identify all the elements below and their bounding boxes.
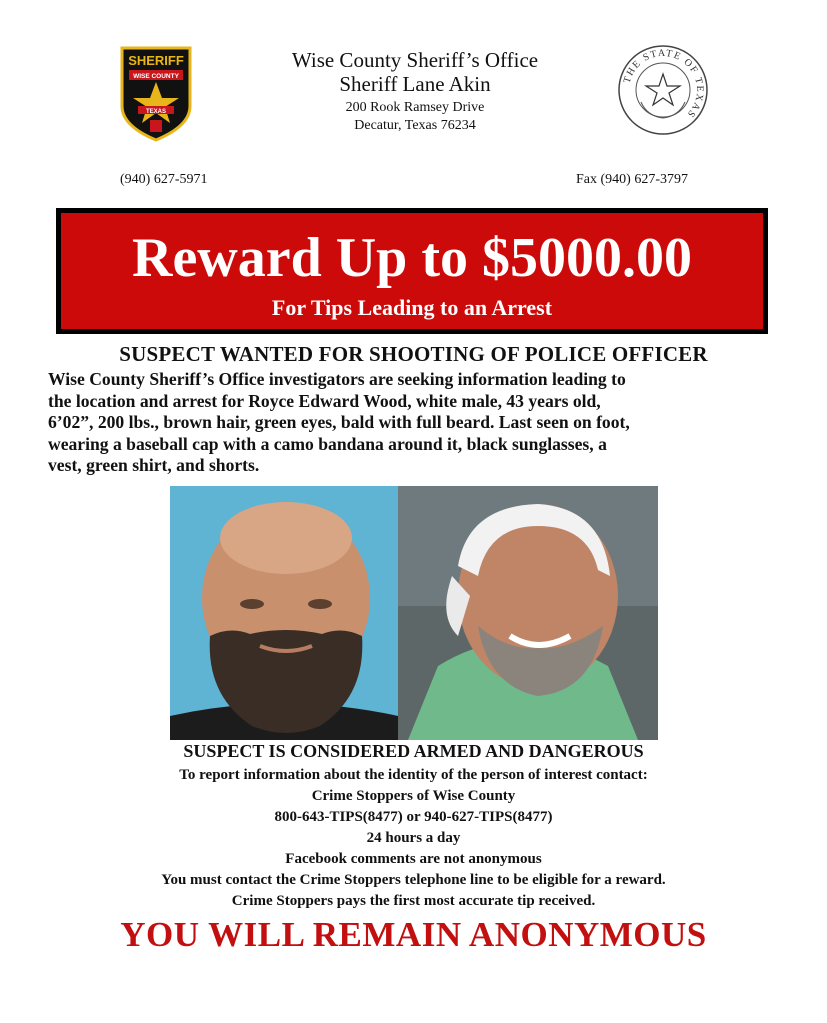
sheriff-name: Sheriff Lane Akin	[339, 72, 491, 96]
suspect-photo-id	[170, 486, 398, 740]
availability: 24 hours a day	[366, 830, 461, 846]
suspect-photo-candid	[398, 486, 658, 740]
office-address	[220, 99, 610, 135]
address-line-2: Decatur, Texas 76234	[354, 118, 476, 133]
seal-text: THE STATE OF TEXAS	[621, 47, 706, 121]
report-instruction: To report information about the identity of the person of interest contact:	[179, 767, 648, 783]
reward-banner	[56, 208, 768, 334]
facebook-note: Facebook comments are not anonymous	[285, 851, 542, 867]
tip-phone-numbers: 800-643-TIPS(8477) or 940-627-TIPS(8477)	[274, 809, 553, 825]
description-line: the location and arrest for Royce Edward Wood, white male, 43 years old,	[48, 390, 601, 411]
office-name: Wise County Sheriff’s Office	[291, 48, 539, 72]
description-line: 6’02”, 200 lbs., brown hair, green eyes, bald with full beard. Last seen on foot,	[48, 412, 630, 432]
fax-number: Fax (940) 627-3797	[576, 172, 688, 187]
reward-eligibility: You must contact the Crime Stoppers telephone line to be eligible for a reward.	[161, 872, 666, 888]
description-line: Wise County Sheriff’s Office investigators are seeking information leading to	[48, 369, 626, 389]
reward-subtitle: For Tips Leading to an Arrest	[271, 295, 553, 320]
reward-amount: Reward Up to $5000.00	[132, 227, 692, 289]
armed-warning: SUSPECT IS CONSIDERED ARMED AND DANGEROUS	[183, 741, 644, 761]
anonymous-notice: YOU WILL REMAIN ANONYMOUS	[120, 915, 707, 954]
badge-top-text: SHERIFF	[128, 53, 184, 68]
badge-county-text: WISE COUNTY	[133, 73, 179, 80]
texas-state-seal	[617, 44, 709, 136]
description-line: vest, green shirt, and shorts.	[48, 455, 260, 475]
phone-number: (940) 627-5971	[120, 172, 208, 187]
address-line-1: 200 Rook Ramsey Drive	[345, 100, 485, 115]
badge-bottom-text: TEXAS	[145, 109, 167, 115]
crime-stoppers-name: Crime Stoppers of Wise County	[311, 788, 516, 804]
suspect-description	[48, 369, 788, 477]
description-line: wearing a baseball cap with a camo bandana around it, black sunglasses, a	[48, 433, 607, 454]
suspect-heading: SUSPECT WANTED FOR SHOOTING OF POLICE OFFICER	[119, 342, 708, 366]
sheriff-badge-logo	[116, 44, 196, 142]
first-tip-note: Crime Stoppers pays the first most accurate tip received.	[231, 893, 596, 909]
office-header	[220, 48, 610, 96]
reward-banner-fill	[61, 213, 763, 329]
